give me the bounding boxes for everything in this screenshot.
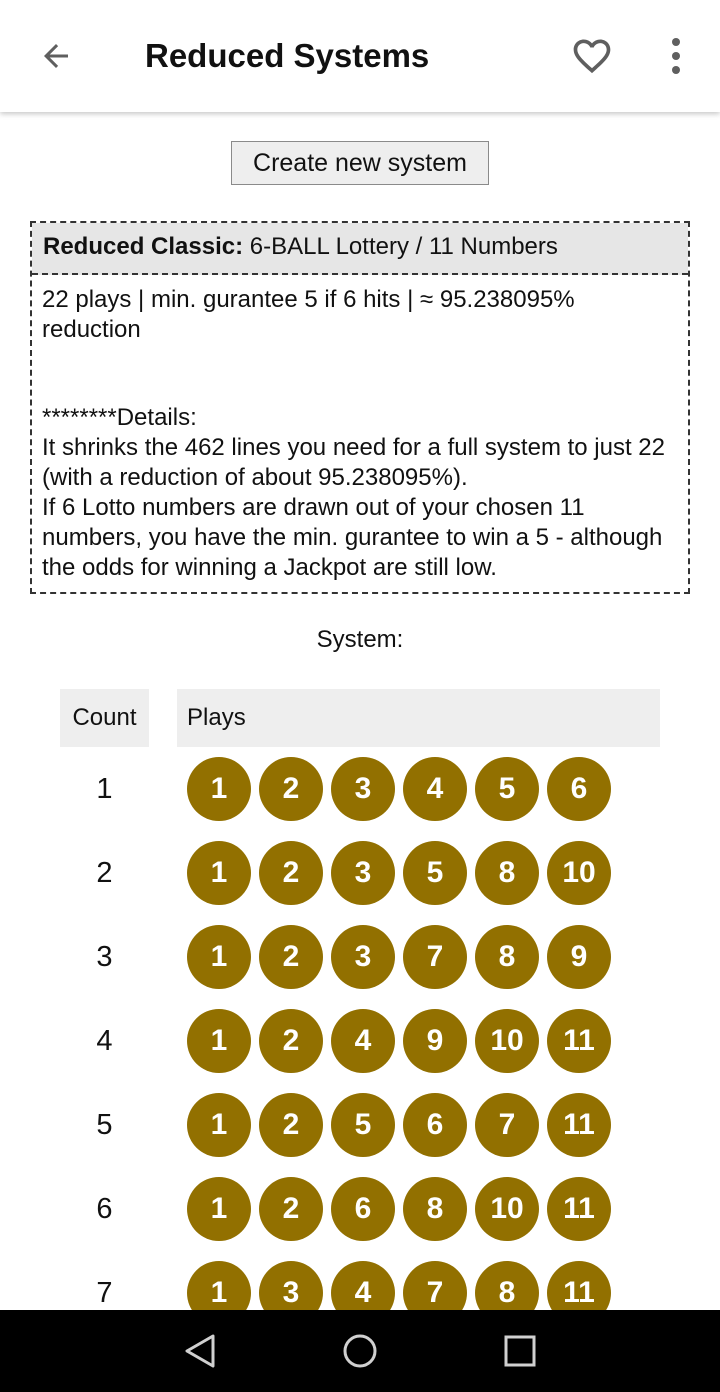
number-ball: 3: [331, 757, 395, 821]
more-vertical-icon: [670, 38, 682, 74]
details-title: ********Details:: [42, 404, 197, 431]
triangle-back-icon: [183, 1333, 217, 1369]
number-ball: 2: [259, 925, 323, 989]
system-nav-bar: [0, 1310, 720, 1392]
create-new-system-button[interactable]: Create new system: [231, 141, 489, 185]
system-lottery-label: 6-BALL Lottery / 11 Numbers: [243, 233, 558, 260]
table-row: [0, 915, 720, 999]
number-ball: 8: [403, 1177, 467, 1241]
heart-outline-icon: [570, 34, 614, 78]
number-ball: 11: [547, 1009, 611, 1073]
favorite-button[interactable]: [562, 26, 622, 86]
number-ball: 8: [475, 841, 539, 905]
details-line-2: If 6 Lotto numbers are drawn out of your chosen 11 numbers, you have the min. gurantee to win a 5 - although the odds for winning a Jackpot are still low.: [42, 494, 663, 581]
row-count: 5: [96, 1108, 113, 1141]
number-ball: 3: [331, 925, 395, 989]
number-ball: 2: [259, 1009, 323, 1073]
number-ball: 6: [331, 1177, 395, 1241]
arrow-left-icon: [38, 38, 74, 74]
number-ball: 1: [187, 1009, 251, 1073]
row-count: 4: [96, 1024, 113, 1057]
row-count: 1: [96, 772, 113, 805]
number-ball: 8: [475, 1261, 539, 1310]
number-ball: 1: [187, 757, 251, 821]
number-ball: 6: [547, 757, 611, 821]
nav-recents-button[interactable]: [490, 1321, 550, 1381]
number-ball: 7: [475, 1093, 539, 1157]
number-ball: 1: [187, 1177, 251, 1241]
number-ball: 2: [259, 1093, 323, 1157]
plays-column-header: Plays: [177, 689, 660, 747]
number-ball: 3: [259, 1261, 323, 1310]
number-ball: 10: [547, 841, 611, 905]
number-ball: 2: [259, 841, 323, 905]
system-info-body: [32, 275, 688, 583]
number-ball: 7: [403, 1261, 467, 1310]
more-options-button[interactable]: [646, 26, 706, 86]
circle-home-icon: [342, 1333, 378, 1369]
app-bar: [0, 0, 720, 112]
number-ball: 2: [259, 757, 323, 821]
table-row: [0, 999, 720, 1083]
number-ball: 8: [475, 925, 539, 989]
number-ball: 11: [547, 1261, 611, 1310]
number-ball: 1: [187, 841, 251, 905]
number-ball: 5: [475, 757, 539, 821]
spacer: [42, 345, 678, 403]
system-summary: 22 plays | min. gurantee 5 if 6 hits | ≈ 95.238095% reduction: [42, 286, 575, 343]
table-row: [0, 747, 720, 831]
system-label: System:: [316, 626, 404, 653]
number-ball: 10: [475, 1177, 539, 1241]
number-ball: 5: [403, 841, 467, 905]
number-ball: 4: [331, 1261, 395, 1310]
row-count: 3: [96, 940, 113, 973]
number-ball: 1: [187, 1093, 251, 1157]
nav-home-button[interactable]: [330, 1321, 390, 1381]
system-info-heading: [32, 223, 688, 275]
number-ball: 2: [259, 1177, 323, 1241]
row-count: 6: [96, 1192, 113, 1225]
square-recents-icon: [503, 1334, 537, 1368]
details-line-1: It shrinks the 462 lines you need for a full system to just 22 (with a reduction of about 95.238095%).: [42, 434, 665, 491]
table-row: [0, 1251, 720, 1310]
number-ball: 9: [403, 1009, 467, 1073]
number-ball: 7: [403, 925, 467, 989]
nav-back-button[interactable]: [170, 1321, 230, 1381]
main-content[interactable]: [0, 112, 720, 1310]
system-type-label: Reduced Classic:: [43, 233, 244, 260]
number-ball: 11: [547, 1093, 611, 1157]
number-ball: 4: [331, 1009, 395, 1073]
table-row: [0, 831, 720, 915]
number-ball: 9: [547, 925, 611, 989]
row-count: 7: [96, 1276, 113, 1309]
number-ball: 1: [187, 925, 251, 989]
number-ball: 3: [331, 841, 395, 905]
number-ball: 1: [187, 1261, 251, 1310]
number-ball: 5: [331, 1093, 395, 1157]
row-count: 2: [96, 856, 113, 889]
number-ball: 4: [403, 757, 467, 821]
back-button[interactable]: [26, 26, 86, 86]
system-info-box: [30, 221, 690, 594]
number-ball: 6: [403, 1093, 467, 1157]
number-ball: 10: [475, 1009, 539, 1073]
page-title: Reduced Systems: [145, 37, 430, 74]
number-ball: 11: [547, 1177, 611, 1241]
table-row: [0, 1167, 720, 1251]
table-row: [0, 1083, 720, 1167]
count-column-header: Count: [60, 689, 149, 747]
